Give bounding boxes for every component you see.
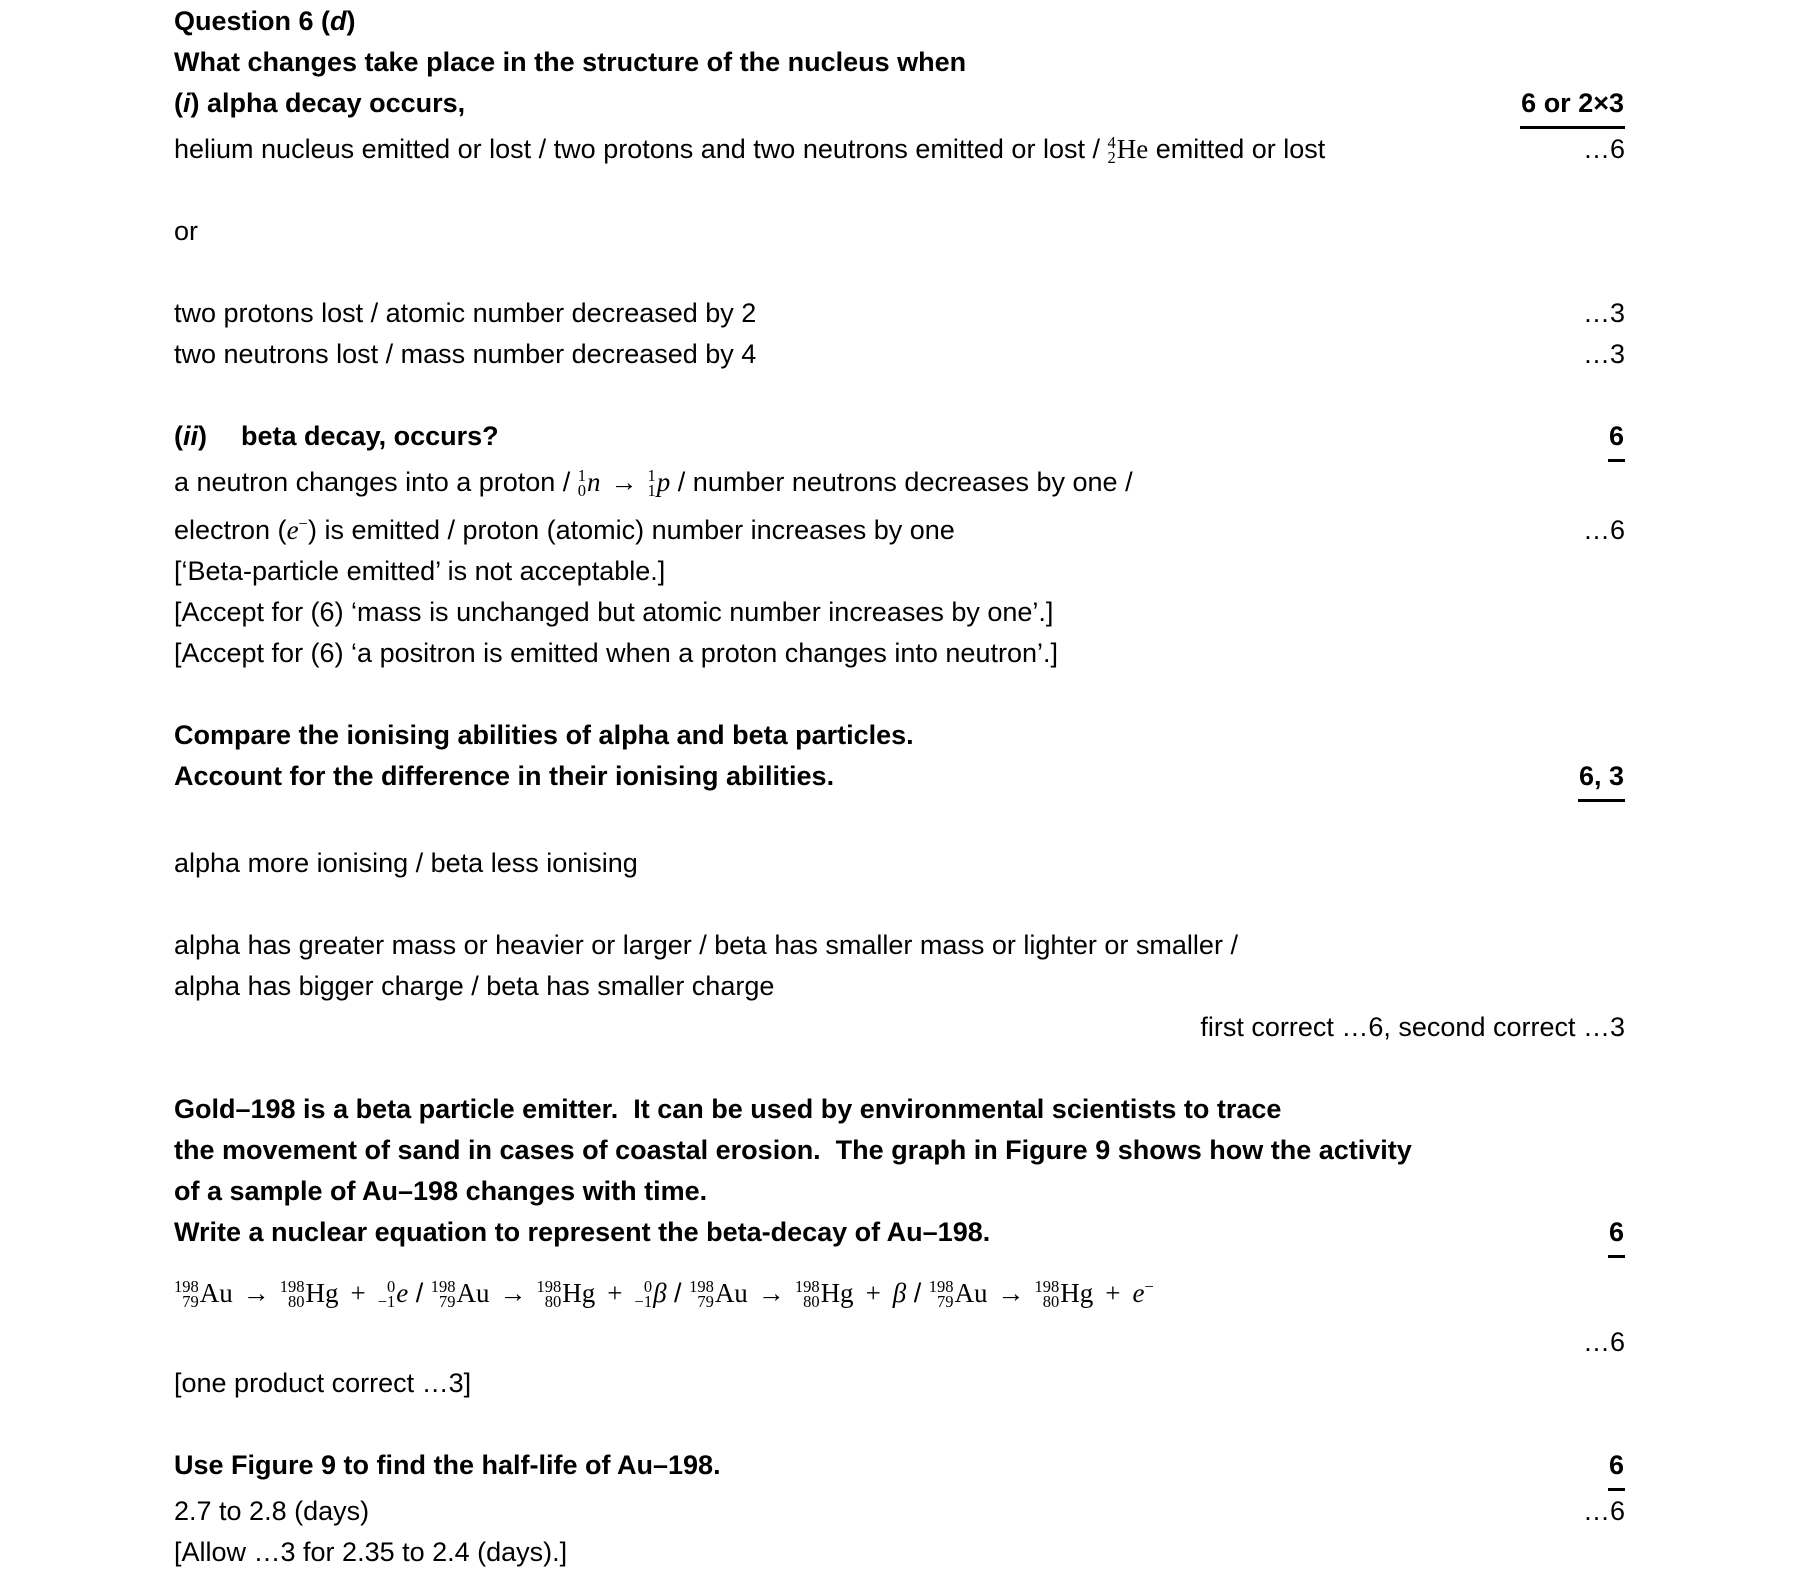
line-text: [174, 1171, 1625, 1212]
nuclide-notation: [174, 1277, 233, 1311]
document-line: [174, 1258, 1625, 1322]
text-segment: or: [174, 216, 199, 246]
nuclide-notation: [536, 1277, 596, 1311]
marks-annotation: 6: [1608, 1445, 1625, 1491]
line-text: [174, 843, 1625, 884]
plus-operator: +: [350, 1278, 366, 1308]
document-line: [174, 1089, 1625, 1130]
line-text: [174, 334, 1567, 375]
text-segment: two protons lost / atomic number decreased by 2: [174, 298, 757, 328]
text-segment: Write a nuclear equation to represent the beta-decay of Au–198.: [174, 1217, 991, 1247]
element-symbol: n: [587, 467, 601, 497]
text-segment: [one product correct …3]: [174, 1368, 472, 1398]
atomic-number: −1: [377, 1292, 396, 1311]
mass-number: 198: [279, 1277, 305, 1296]
marks-annotation: …6: [1582, 134, 1625, 164]
marks-annotation: 6: [1608, 1212, 1625, 1258]
blank-line: [174, 884, 1625, 925]
text-segment: e: [286, 515, 299, 545]
line-text: [174, 416, 1592, 457]
mass-number: 198: [536, 1277, 562, 1296]
atomic-number: 80: [544, 1292, 562, 1311]
nuclide-notation: [1107, 133, 1149, 167]
text-segment: (: [174, 421, 183, 451]
line-text: [174, 966, 1625, 1007]
element-symbol: e: [396, 1278, 409, 1308]
text-segment: beta decay, occurs?: [241, 421, 499, 451]
nuclide-stack: [280, 1279, 305, 1309]
nuclide-stack: [378, 1279, 396, 1309]
text-segment: [Accept for (6) ‘mass is unchanged but atomic number increases by one’.]: [174, 597, 1054, 627]
element-symbol: Hg: [562, 1278, 596, 1308]
document-line: [174, 966, 1625, 1007]
text-segment: Gold–198 is a beta particle emitter. It can be used by environmental scientists to trace: [174, 1094, 1282, 1124]
line-text: [174, 925, 1625, 966]
text-segment: ): [198, 421, 208, 451]
text-segment: [Allow …3 for 2.35 to 2.4 (days).]: [174, 1537, 568, 1567]
marks-annotation: 6 or 2×3: [1520, 83, 1625, 129]
document-line: [174, 293, 1625, 334]
text-segment: electron (: [174, 515, 287, 545]
atomic-number: −1: [634, 1292, 653, 1311]
nuclide-notation: [647, 466, 671, 500]
document-line: [174, 1171, 1625, 1212]
atomic-number: 79: [439, 1292, 456, 1311]
text-segment: β: [892, 1278, 907, 1308]
mass-number: 198: [174, 1277, 199, 1296]
line-text: [174, 503, 1567, 551]
atomic-number: 1: [647, 481, 656, 500]
mass-number: 1: [647, 466, 656, 485]
marks-annotation: first correct …6, second correct …3: [1200, 1012, 1625, 1042]
nuclide-notation: [1034, 1277, 1094, 1311]
text-segment: ) is emitted / proton (atomic) number increases by one: [308, 515, 955, 545]
line-text: [174, 1, 1625, 42]
plus-operator: +: [607, 1278, 623, 1308]
document-line: [174, 925, 1625, 966]
line-text: [174, 1491, 1567, 1532]
text-segment: (: [174, 88, 183, 118]
marks-annotation: …6: [1582, 1496, 1625, 1526]
document-line: [174, 592, 1625, 633]
document-line: [174, 1007, 1625, 1048]
marks-annotation: …3: [1582, 298, 1625, 328]
text-segment: alpha has greater mass or heavier or larger / beta has smaller mass or lighter or smaller /: [174, 930, 1238, 960]
text-segment: Use Figure 9 to find the half-life of Au–198.: [174, 1450, 721, 1480]
text-segment: ) alpha decay occurs,: [190, 88, 466, 118]
text-segment: /: [666, 1278, 690, 1308]
document-line: [174, 1322, 1625, 1363]
document-lines: [174, 1, 1625, 1573]
element-symbol: He: [1116, 134, 1149, 164]
document-line: [174, 1212, 1625, 1258]
line-text: [174, 42, 1625, 83]
text-segment: the movement of sand in cases of coastal erosion. The graph in Figure 9 shows how the activity: [174, 1135, 1412, 1165]
superscript-minus: −: [1144, 1277, 1154, 1296]
line-text: [174, 129, 1567, 170]
marks-annotation: …6: [1582, 1327, 1625, 1357]
document-line: [174, 416, 1625, 462]
text-segment: of a sample of Au–198 changes with time.: [174, 1176, 708, 1206]
nuclide-notation: [377, 1277, 409, 1311]
text-segment: Compare the ionising abilities of alpha and beta particles.: [174, 720, 914, 750]
document-line: [174, 1491, 1625, 1532]
mass-number: 4: [1107, 133, 1116, 152]
document-line: [174, 334, 1625, 375]
atomic-number: 79: [182, 1292, 199, 1311]
document-line: [174, 1130, 1625, 1171]
text-segment: e: [1132, 1278, 1145, 1308]
nuclide-stack: [635, 1279, 653, 1309]
line-text: [174, 462, 1625, 503]
element-symbol: Hg: [305, 1278, 339, 1308]
text-segment: / number neutrons decreases by one /: [670, 467, 1133, 497]
element-symbol: Au: [714, 1278, 748, 1308]
text-segment: emitted or lost: [1148, 134, 1326, 164]
marks-annotation: …3: [1582, 339, 1625, 369]
atomic-number: 80: [1042, 1292, 1060, 1311]
document-line: [174, 633, 1625, 674]
mass-number: 198: [928, 1277, 954, 1296]
text-segment: d: [330, 6, 347, 36]
arrow-symbol: →: [997, 1278, 1025, 1308]
nuclide-stack: [537, 1279, 562, 1309]
line-text: [174, 1130, 1625, 1171]
line-text: [174, 293, 1567, 334]
atomic-number: 79: [937, 1292, 954, 1311]
element-symbol: Au: [199, 1278, 233, 1308]
line-text: [174, 633, 1625, 674]
mass-number: 198: [794, 1277, 820, 1296]
nuclide-stack: [174, 1279, 199, 1309]
text-segment: Question 6 (: [174, 6, 331, 36]
text-segment: /: [408, 1278, 431, 1308]
line-text: [174, 211, 1625, 252]
nuclide-notation: [430, 1277, 490, 1311]
text-segment: [Accept for (6) ‘a positron is emitted when a proton changes into neutron’.]: [174, 638, 1058, 668]
atomic-number: 80: [288, 1292, 305, 1311]
element-symbol: Hg: [1060, 1278, 1094, 1308]
text-segment: alpha has bigger charge / beta has smaller charge: [174, 971, 775, 1001]
nuclide-notation: [577, 466, 601, 500]
line-text: [174, 1258, 1625, 1322]
document-line: [174, 462, 1625, 503]
document-line: [174, 42, 1625, 83]
nuclide-stack: [1107, 135, 1115, 165]
mass-number: 198: [1034, 1277, 1060, 1296]
document-line: [174, 715, 1625, 756]
blank-line: [174, 375, 1625, 416]
text-segment: ii: [183, 421, 199, 451]
line-text: [174, 83, 1504, 124]
text-segment: /: [906, 1278, 929, 1308]
marks-annotation: 6: [1608, 416, 1625, 462]
element-symbol: p: [656, 467, 671, 497]
arrow-symbol: →: [499, 1278, 527, 1308]
line-text: [174, 551, 1625, 592]
blank-line: [174, 170, 1625, 211]
nuclide-stack: [1035, 1279, 1060, 1309]
mass-number: 0: [643, 1277, 653, 1296]
element-symbol: Au: [456, 1278, 490, 1308]
nuclide-stack: [929, 1279, 954, 1309]
marks-annotation: 6, 3: [1578, 756, 1625, 802]
mass-number: 198: [689, 1277, 714, 1296]
element-symbol: Hg: [820, 1278, 854, 1308]
document-line: [174, 211, 1625, 252]
blank-line: [174, 252, 1625, 293]
blank-line: [174, 802, 1625, 843]
element-symbol: β: [653, 1278, 667, 1308]
document-line: [174, 1363, 1625, 1404]
text-segment: What changes take place in the structure of the nucleus when: [174, 47, 967, 77]
text-segment: a neutron changes into a proton /: [174, 467, 578, 497]
text-segment: ): [346, 6, 356, 36]
line-text: [174, 715, 1625, 756]
blank-line: [174, 1404, 1625, 1445]
document-line: [174, 756, 1625, 802]
text-segment: two neutrons lost / mass number decreased by 4: [174, 339, 757, 369]
text-segment: Account for the difference in their ionising abilities.: [174, 761, 835, 791]
nuclide-notation: [794, 1277, 854, 1311]
mass-number: 0: [387, 1277, 396, 1296]
plus-operator: +: [1105, 1278, 1121, 1308]
atomic-number: 79: [697, 1292, 714, 1311]
line-text: [174, 1212, 1592, 1253]
text-segment: helium nucleus emitted or lost / two protons and two neutrons emitted or lost /: [174, 134, 1108, 164]
atomic-number: 0: [577, 481, 587, 500]
nuclide-stack: [431, 1279, 456, 1309]
blank-line: [174, 1048, 1625, 1089]
nuclide-stack: [689, 1279, 714, 1309]
text-segment: [‘Beta-particle emitted’ is not acceptable.]: [174, 556, 666, 586]
nuclide-stack: [578, 468, 586, 498]
text-segment: 2.7 to 2.8 (days): [174, 1496, 370, 1526]
mass-number: 1: [577, 466, 587, 485]
arrow-symbol: →: [610, 467, 638, 497]
element-symbol: Au: [954, 1278, 988, 1308]
line-text: [174, 1532, 1625, 1573]
mass-number: 198: [430, 1277, 456, 1296]
nuclide-notation: [689, 1277, 748, 1311]
line-text: [174, 1089, 1625, 1130]
line-text: [174, 1445, 1592, 1486]
document-line: [174, 129, 1625, 170]
nuclide-stack: [648, 468, 656, 498]
blank-line: [174, 674, 1625, 715]
line-text: [174, 592, 1625, 633]
nuclide-notation: [279, 1277, 339, 1311]
plus-operator: +: [865, 1278, 881, 1308]
text-segment: alpha more ionising / beta less ionising: [174, 848, 638, 878]
document-line: [174, 551, 1625, 592]
document-line: [174, 1532, 1625, 1573]
atomic-number: 2: [1107, 148, 1116, 167]
nuclide-stack: [795, 1279, 820, 1309]
document-line: [174, 503, 1625, 551]
nuclide-notation: [928, 1277, 988, 1311]
document-line: [174, 1, 1625, 42]
document-line: [174, 1445, 1625, 1491]
arrow-symbol: →: [242, 1278, 270, 1308]
document-line: [174, 83, 1625, 129]
nuclide-notation: [634, 1277, 667, 1311]
marks-annotation: …6: [1582, 515, 1625, 545]
atomic-number: 80: [803, 1292, 820, 1311]
line-text: [174, 1363, 1625, 1404]
arrow-symbol: →: [757, 1278, 785, 1308]
text-segment: i: [183, 88, 191, 118]
line-text: [174, 756, 1562, 797]
superscript-minus: −: [298, 514, 308, 533]
document-line: [174, 843, 1625, 884]
